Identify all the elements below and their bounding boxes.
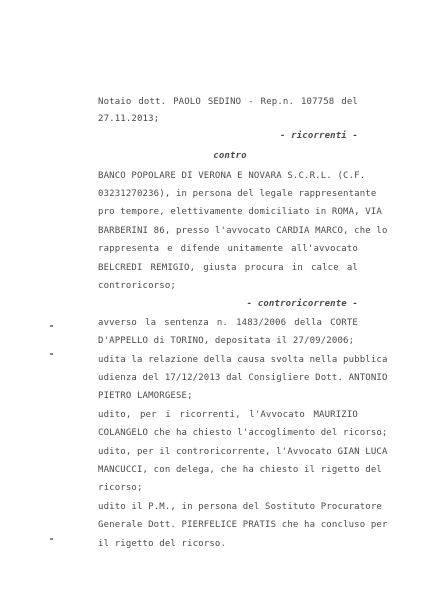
section-label-controricorrente: - controricorrente - <box>246 299 358 309</box>
text-line: udienza del 17/12/2013 dal Consigliere Dott. ANTONIO <box>98 373 388 383</box>
text-line: udito, per il controricorrente, l'Avvocato GIAN LUCA <box>98 447 388 457</box>
text-line: pro tempore, elettivamente domiciliato in ROMA, VIA <box>98 207 382 217</box>
text-line: 03231270236), in persona del legale rappresentante <box>98 189 377 199</box>
text-line: 27.11.2013; <box>98 114 160 124</box>
margin-mark <box>50 325 53 327</box>
text-line: udita la relazione della causa svolta nella pubblica <box>98 355 388 365</box>
section-label-contro: contro <box>213 151 247 161</box>
text-line: PIETRO LAMORGESE; <box>98 391 193 401</box>
text-line: D'APPELLO di TORINO, depositata il 27/09/2006; <box>98 336 355 346</box>
text-line: controricorso; <box>98 281 176 291</box>
text-line: il rigetto del ricorso. <box>98 539 227 549</box>
text-line: Generale Dott. PIERFELICE PRATIS che ha concluso per <box>98 520 388 530</box>
text-line: MANCUCCI, con delega, che ha chiesto il rigetto del <box>98 465 382 475</box>
text-line: avverso la sentenza n. 1483/2006 della CORTE <box>98 318 358 328</box>
text-line: BELCREDI REMIGIO, giusta procura in calce al <box>98 263 358 273</box>
text-line: udito il P.M., in persona del Sostituto Procuratore <box>98 502 382 512</box>
text-line: Notaio dott. PAOLO SEDINO - Rep.n. 107758 del <box>98 97 358 107</box>
text-line: udito, per i ricorrenti, l'Avvocato MAURIZIO <box>98 410 358 420</box>
text-line: ricorso; <box>98 483 143 493</box>
margin-mark <box>50 538 53 540</box>
text-line: BARBERINI 86, presso l'avvocato CARDIA MARCO, che lo <box>98 226 388 236</box>
text-line: BANCO POPOLARE DI VERONA E NOVARA S.C.R.L. (C.F. <box>98 171 366 181</box>
text-line: COLANGELO che ha chiesto l'accoglimento del ricorso; <box>98 428 388 438</box>
margin-mark <box>50 353 53 355</box>
section-label-ricorrenti: - ricorrenti - <box>280 131 358 141</box>
text-line: rappresenta e difende unitamente all'avvocato <box>98 244 358 254</box>
